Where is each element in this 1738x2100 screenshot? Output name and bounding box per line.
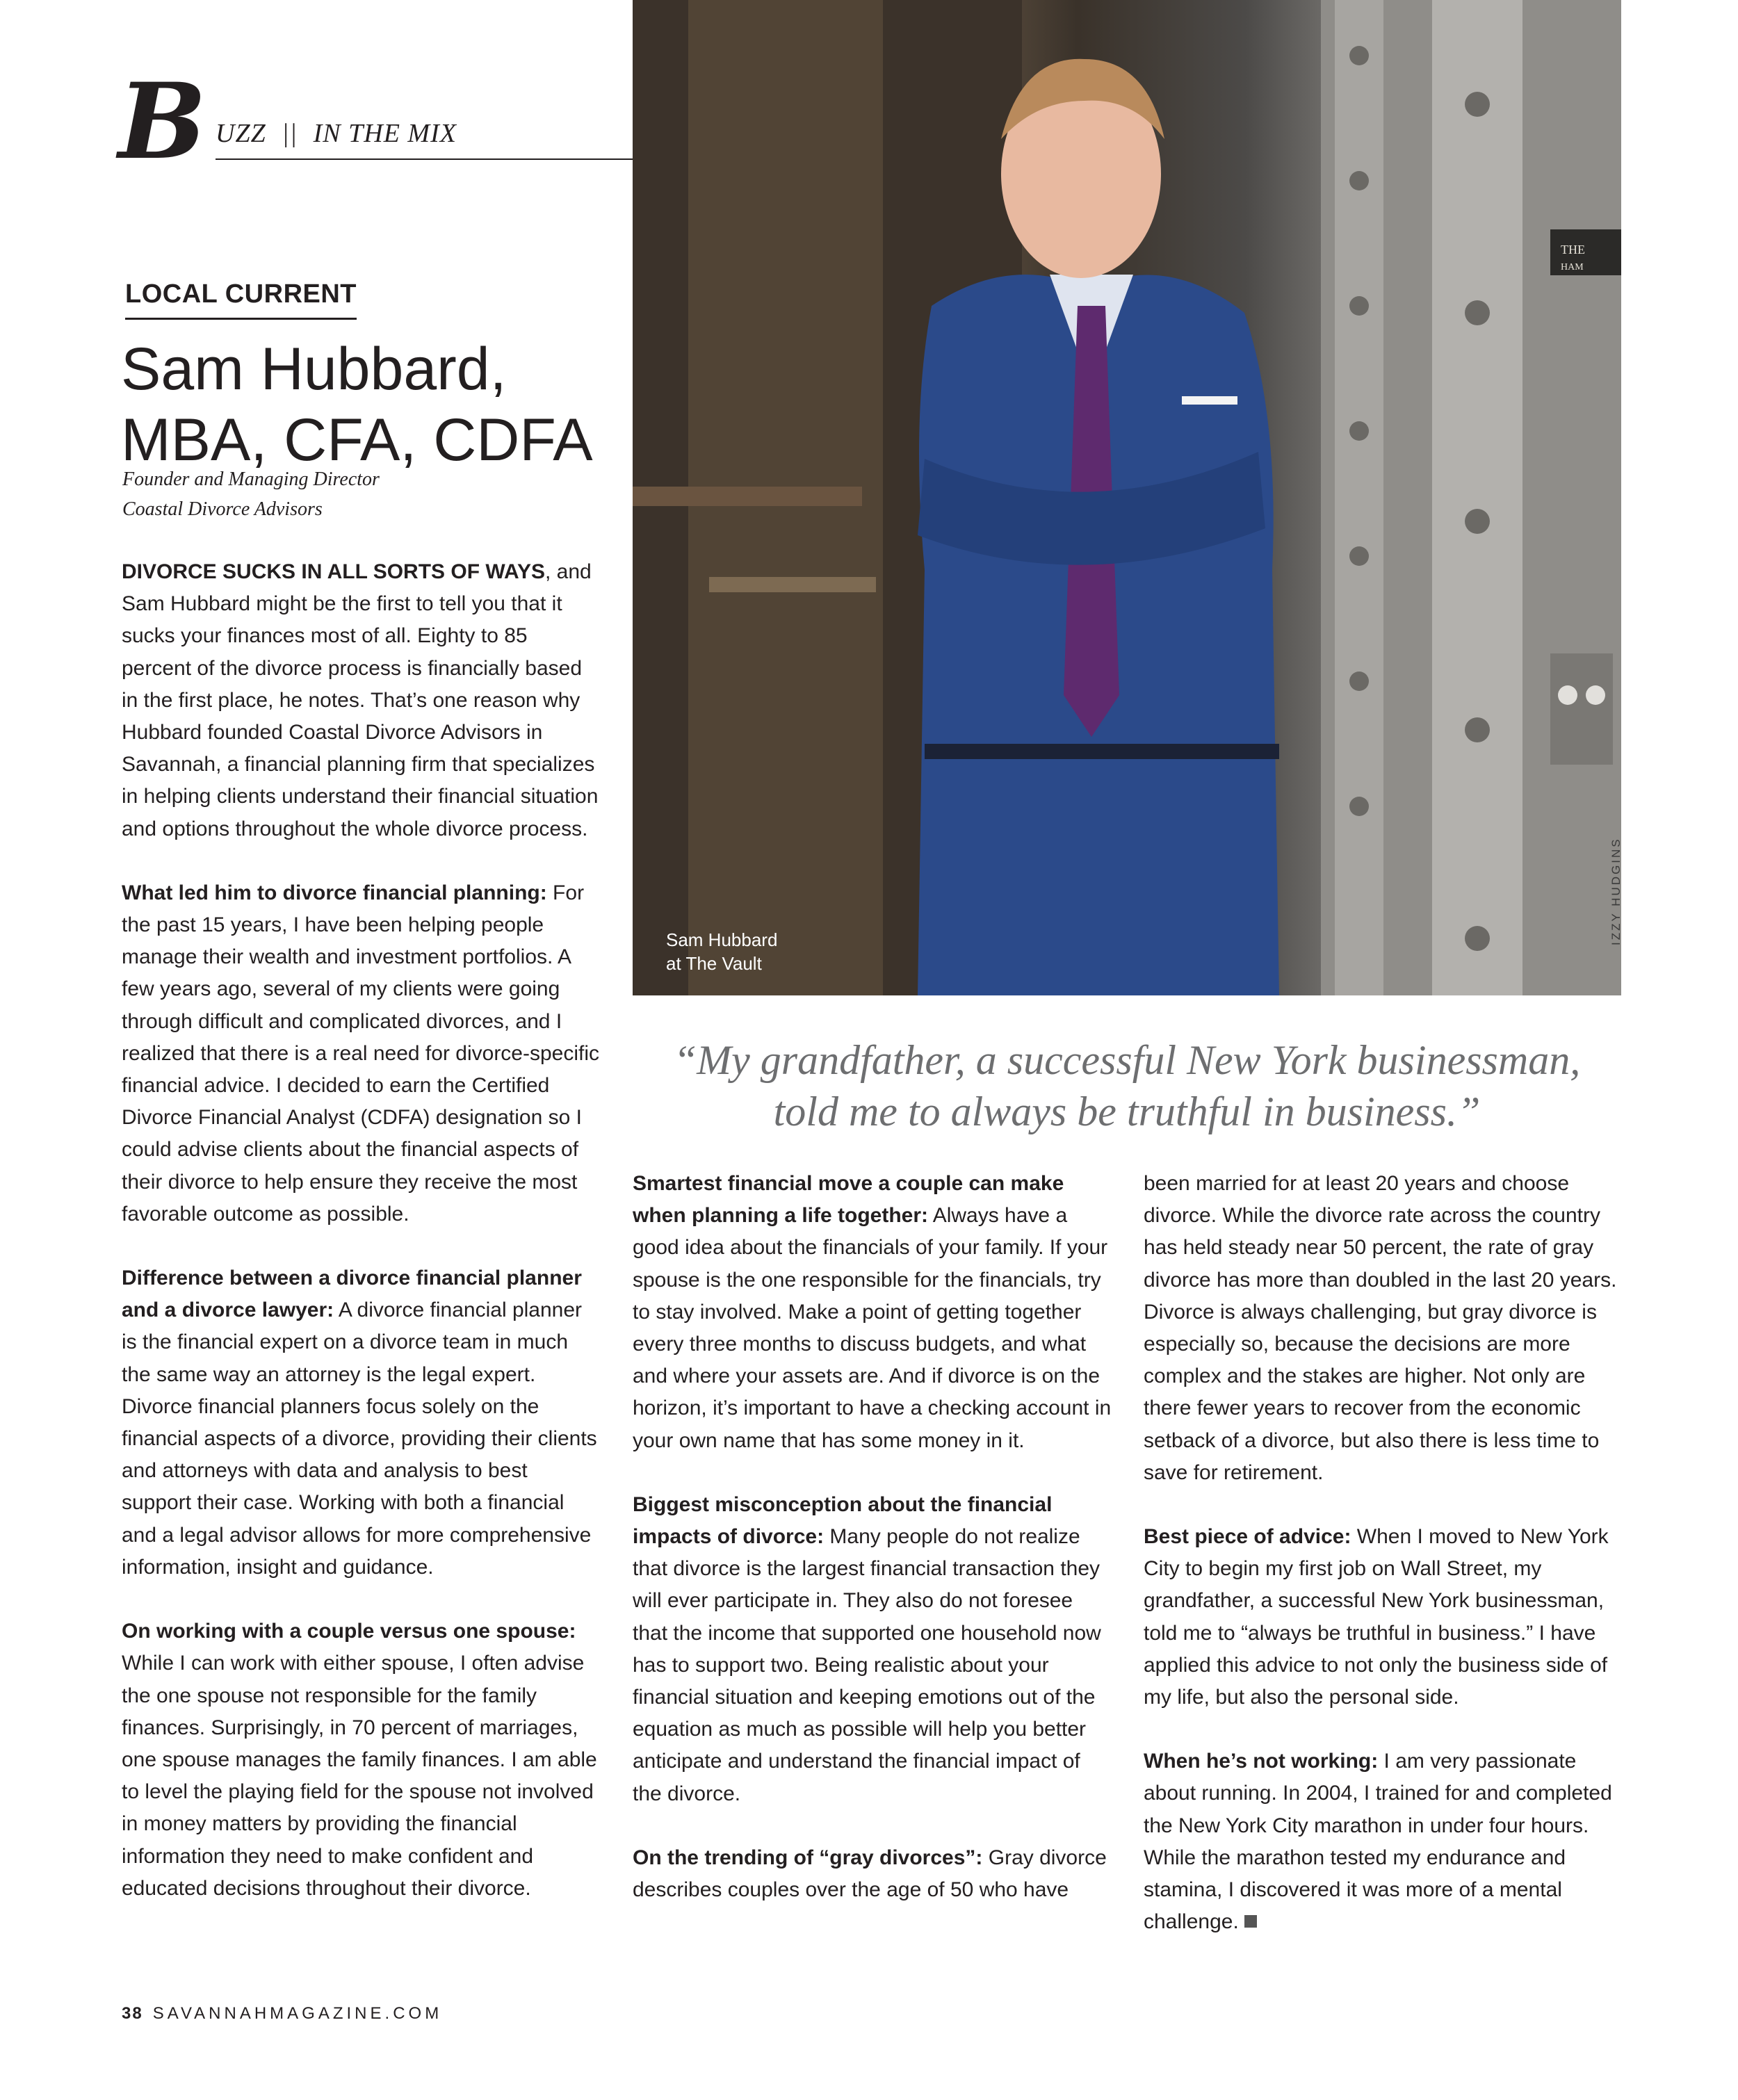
article-byline: [122, 464, 609, 524]
body-column-right: [1144, 1168, 1630, 1938]
section-separator: ||: [282, 119, 298, 148]
portrait-photo: [633, 0, 1621, 995]
vault-sign-line-1: THE: [1561, 243, 1585, 257]
qa-question: When he’s not working:: [1144, 1750, 1379, 1773]
photo-credit: IZZY HUDGINS: [1609, 837, 1623, 945]
pull-quote: [633, 1034, 1621, 1137]
intro-body: , and Sam Hubbard might be the first to tell you that it sucks your finances most of all. Eighty to 85 percent of the divorce process is financially based in the first place, he notes. That’s one reason why Hubbard founded Coastal Divorce Advisors in Savannah, a financial planning firm that specializes in helping clients understand their financial situation and options throughout the whole divorce process.: [122, 560, 599, 840]
section-label: [216, 118, 457, 149]
intro-paragraph: [122, 556, 601, 845]
vault-panel: [1432, 0, 1522, 995]
qa-question: Smartest financial move a couple can make when planning a life together:: [633, 1172, 1064, 1228]
qa-answer: Many people do not realize that divorce is the largest financial transaction they will ever participate in. They also do not foresee that the income that supported one household now has to support two. Being realistic about your financial situation and keeping emotions out of the equation as much as possible will help you better anticipate and understand the financial impact of the divorce.: [633, 1525, 1101, 1805]
qa-item: [633, 1489, 1112, 1810]
section-dropcap: B: [118, 60, 206, 183]
body-column-left: [122, 556, 601, 1905]
vault-sign-line-2: HAM: [1561, 262, 1584, 272]
caption-line-1: Sam Hubbard: [666, 929, 778, 950]
qa-answer: While I can work with either spouse, I often advise the one spouse not responsible for the family finances. Surprisingly, in 70 percent of marriages, one spouse manages the family finances. I am able to level the playing field for the spouse not involved in money matters by providing the financial information they need to make confident and educated decisions throughout their divorce.: [122, 1652, 597, 1900]
qa-answer: When I moved to New York City to begin my first job on Wall Street, my grandfather, a successful New York businessman, told me to “always be truthful in business.” I have applied this advice to not only the business side of my life, but also the personal side.: [1144, 1525, 1609, 1709]
title-line-2: MBA, CFA, CDFA: [121, 407, 593, 473]
background-table: [633, 487, 862, 506]
qa-question: What led him to divorce financial planning:: [122, 881, 547, 904]
site-url: SAVANNAHMAGAZINE.COM: [152, 2004, 443, 2023]
qa-answer: For the past 15 years, I have been helping people manage their wealth and investment portfolios. A few years ago, several of my clients were going through difficult and complicated divorces, and I realized that there is a real need for divorce-specific financial advice. I decided to earn the Certified Divorce Financial Analyst (CDFA) designation so I could advise clients about the financial aspects of their divorce to help ensure they receive the most favorable outcome as possible.: [122, 881, 600, 1226]
qa-item: [633, 1168, 1112, 1457]
vault-hinge: [1335, 0, 1383, 995]
pull-quote-line-1: “My grandfather, a successful New York businessman,: [673, 1037, 1581, 1083]
section-rest: UZZ: [216, 119, 266, 148]
qa-answer: been married for at least 20 years and choose divorce. While the divorce rate across the country has held steady near 50 percent, the rate of gray divorce has more than doubled in the last 20 years. Divorce is always challenging, but gray divorce is especially so, because the decisions are more complex and the stakes are higher. Not only are there fewer years to recover from the economic setback of a divorce, but also there is less time to save for retirement.: [1144, 1172, 1617, 1484]
qa-question: Difference between a divorce financial planner and a divorce lawyer:: [122, 1267, 582, 1322]
qa-question: On working with a couple versus one spouse:: [122, 1620, 576, 1643]
section-rule: [216, 158, 633, 160]
qa-item: [122, 877, 601, 1230]
caption-line-2: at The Vault: [666, 953, 762, 974]
section-name: IN THE MIX: [313, 119, 457, 148]
role-title: Founder and Managing Director: [122, 469, 380, 490]
qa-item: [1144, 1745, 1630, 1938]
qa-item: [633, 1842, 1112, 1906]
body-column-middle: [633, 1168, 1112, 1906]
qa-item: [122, 1262, 601, 1584]
vault-dial: [1586, 685, 1605, 705]
pull-quote-line-2: told me to always be truthful in business.”: [773, 1089, 1481, 1134]
portrait-illustration: [633, 0, 1621, 995]
article-kicker: LOCAL CURRENT: [125, 279, 357, 320]
qa-item: [122, 1615, 601, 1905]
article-title: [121, 334, 622, 475]
belt: [925, 744, 1279, 759]
photo-caption: [666, 928, 875, 975]
qa-question: Best piece of advice:: [1144, 1525, 1351, 1549]
vault-lock-box: [1550, 653, 1613, 765]
page-number: 38: [122, 2004, 143, 2023]
qa-answer: Always have a good idea about the financials of your family. If your spouse is the one responsible for the financials, try to stay involved. Make a point of getting together every three months to discuss budgets, and what and where your assets are. And if divorce is on the horizon, it’s important to have a checking account in your own name that has some money in it.: [633, 1204, 1112, 1452]
qa-question: On the trending of “gray divorces”:: [633, 1846, 983, 1869]
title-line-1: Sam Hubbard,: [121, 336, 507, 402]
page-footer: [122, 2004, 442, 2024]
end-mark-icon: [1244, 1915, 1257, 1928]
pocket-square: [1182, 396, 1237, 405]
qa-continuation: [1144, 1168, 1630, 1489]
role-company: Coastal Divorce Advisors: [122, 498, 323, 520]
qa-item: [1144, 1521, 1630, 1714]
qa-question: Biggest misconception about the financial impacts of divorce:: [633, 1492, 1053, 1549]
qa-answer: I am very passionate about running. In 2004, I trained for and completed the New York City marathon in under four hours. While the marathon tested my endurance and stamina, I discovered it was more of a mental challenge.: [1144, 1750, 1612, 1934]
qa-answer: A divorce financial planner is the financial expert on a divorce team in much the same way an attorney is the legal expert. Divorce financial planners focus solely on the financial aspects of a divorce, providing their clients and attorneys with data and analysis to best support their case. Working with both a financial and a legal advisor allows for more comprehensive information, insight and guidance.: [122, 1299, 597, 1579]
section-header: [118, 60, 633, 183]
vault-dial: [1558, 685, 1577, 705]
background-chair: [709, 577, 876, 592]
qa-answer: Gray divorce describes couples over the age of 50 who have: [633, 1846, 1107, 1902]
intro-lead: DIVORCE SUCKS IN ALL SORTS OF WAYS: [122, 560, 545, 583]
